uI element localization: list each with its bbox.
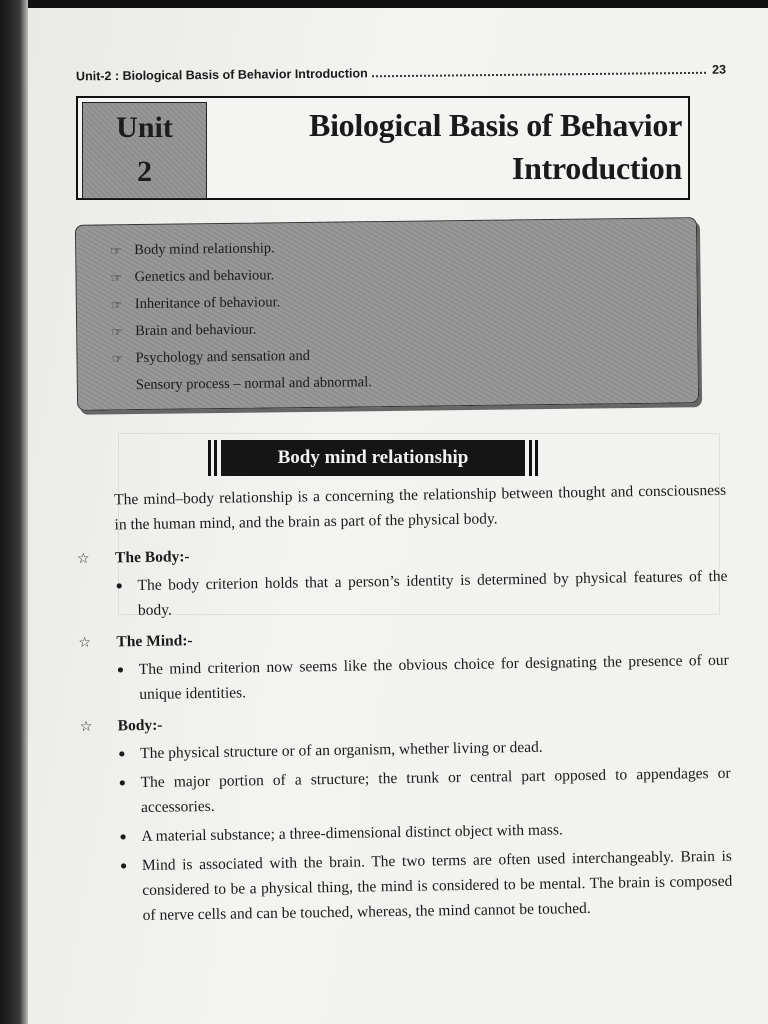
pointing-hand-icon: ☞	[110, 270, 123, 286]
running-header	[76, 63, 726, 84]
list-item-text: The mind criterion now seems like the obvious choice for designating the presence of our unique identities.	[138, 651, 729, 704]
list-item	[119, 815, 731, 850]
bullet-list	[115, 564, 728, 624]
topics-list	[76, 218, 698, 400]
topic-item-continuation	[112, 365, 698, 399]
list-item-text: The major portion of a structure; the trunk or central part opposed to appendages or accessories.	[140, 764, 731, 817]
unit-word: Unit	[116, 111, 173, 144]
list-item-text: Mind is associated with the brain. The two terms are often used interchangeably. Brain is considered to be a physical thing, the mind is considered to be mental. The brain is composed of nerve cells and can be touched, whereas, the mind cannot be touched.	[141, 847, 733, 925]
pointing-hand-icon: ☞	[111, 324, 123, 340]
bullet-icon: ●	[119, 829, 127, 844]
book-page	[28, 0, 768, 1024]
bullet-icon: ●	[116, 662, 125, 677]
list-item	[117, 648, 730, 708]
leader-dots	[372, 72, 706, 78]
body-content	[76, 478, 733, 935]
running-header-title: Unit-2 : Biological Basis of Behavior Introduction	[75, 66, 368, 84]
pointing-hand-icon: ☞	[111, 351, 124, 367]
topic-text: Sensory process – normal and abnormal.	[135, 374, 372, 394]
chapter-title-line-1: Biological Basis of Behavior	[309, 107, 682, 143]
subsection-label: The Body:-	[114, 548, 190, 567]
bullet-icon: ●	[118, 775, 126, 790]
topic-text: Brain and behaviour.	[135, 321, 257, 340]
chapter-title-box	[76, 96, 690, 200]
heading-rule-right	[529, 440, 538, 476]
section-heading-bar	[208, 440, 538, 476]
intro-paragraph: The mind–body relationship is a concerning the relationship between thought and consciousness in the human mind, and the brain as part of the physical body.	[114, 481, 727, 534]
list-item-text: The physical structure or of an organism, whether living or dead.	[140, 738, 543, 763]
bullet-list	[117, 648, 730, 708]
pointing-hand-icon: ☞	[110, 243, 122, 259]
page-number: 23	[712, 62, 727, 77]
bullet-icon: ●	[119, 858, 128, 873]
unit-number: 2	[137, 155, 152, 188]
bullet-list	[118, 732, 733, 929]
topic-text: Body mind relationship.	[134, 240, 275, 259]
heading-rule-left	[208, 440, 217, 476]
pointing-hand-icon: ☞	[110, 297, 123, 313]
topic-text: Inheritance of behaviour.	[134, 294, 281, 313]
subsection-label: Body:-	[117, 716, 163, 735]
chapter-title-line-2: Introduction	[511, 150, 682, 186]
star-icon: ☆	[78, 635, 92, 651]
bullet-icon: ●	[115, 578, 123, 593]
star-icon: ☆	[77, 551, 90, 567]
book-spine	[0, 0, 28, 1024]
section-heading: Body mind relationship	[221, 440, 525, 476]
list-item-text: A material substance; a three-dimensional distinct object with mass.	[141, 821, 563, 846]
list-item	[118, 761, 731, 821]
list-item	[115, 564, 728, 624]
list-item	[120, 844, 733, 929]
list-item-text: The body criterion holds that a person’s identity is determined by physical features of the body.	[137, 567, 728, 620]
unit-block	[82, 102, 207, 199]
star-icon: ☆	[79, 719, 93, 735]
subsection-label: The Mind:-	[116, 632, 193, 651]
bullet-icon: ●	[118, 746, 126, 761]
chapter-title	[242, 104, 682, 190]
topic-text: Genetics and behaviour.	[134, 267, 275, 286]
topic-text: Psychology and sensation and	[135, 347, 310, 367]
topics-box	[75, 217, 699, 411]
